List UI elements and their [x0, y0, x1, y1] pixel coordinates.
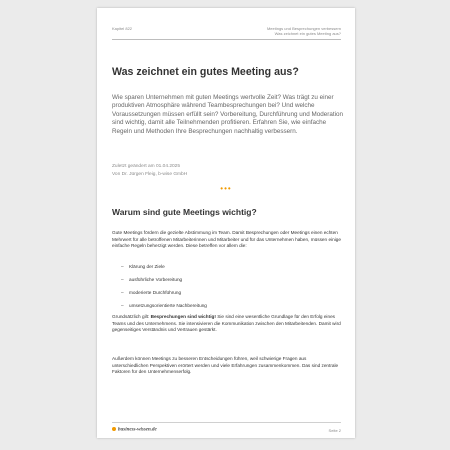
- article-title: Was zeichnet ein gutes Meeting aus?: [112, 66, 299, 78]
- running-header-subsection: Was zeichnet ein gutes Meeting aus?: [274, 31, 341, 36]
- rules-list: [121, 264, 207, 316]
- document-page: [97, 8, 355, 438]
- list-item-text: ausführliche Vorbereitung: [129, 277, 183, 282]
- principle-emphasis: Besprechungen sind wichtig!: [150, 314, 216, 319]
- list-item-text: Klärung der Ziele: [129, 264, 165, 269]
- list-item-text: moderierte Durchführung: [129, 290, 182, 295]
- section-separator-dots: •••: [220, 184, 232, 193]
- brand-logo: [112, 427, 157, 433]
- list-marker: –: [121, 264, 124, 269]
- article-meta: [112, 163, 187, 179]
- paragraph-principle: [112, 314, 344, 334]
- running-header-section: Meetings und Besprechungen verbessern: [266, 26, 341, 31]
- chapter-label: Kapitel 822: [112, 26, 133, 31]
- list-marker: –: [121, 290, 124, 295]
- list-marker: –: [121, 303, 124, 308]
- list-item: [121, 290, 207, 297]
- logo-text: business-wissen.de: [118, 427, 157, 433]
- article-intro: Wie sparen Unternehmen mit guten Meetings wertvolle Zeit? Was trägt zu einer produktiven Atmosphäre während Teambesprechungen bei? Und welche Voraussetzungen müssen erfüllt sein? Vorbereitung, Durchführung und Moderation sind wichtig, damit alle Teilnehmenden profitieren. Erfahren Sie, wie einfache Regeln und Methoden Ihre Besprechungen nachhaltig verbessern.: [112, 94, 344, 135]
- principle-prefix: Grundsätzlich gilt:: [112, 314, 151, 319]
- page-number: Seite 2: [328, 428, 341, 433]
- principle-text: Sie sind eine wesentliche Grundlage für den Erfolg eines Teams und des Unternehmens. Sie intensivieren die Kommunikation zwischen den Mitarbeitenden. Damit wird gegenseitiges Verständnis und Vertrauen gestärkt.: [112, 314, 341, 332]
- header-divider: [112, 39, 341, 40]
- paragraph-intro: Gute Meetings fördern die gezielte Abstimmung im Team. Damit Besprechungen oder Meetings einen echten Mehrwert für alle betroffenen Mitarbeiterinnen und Mitarbeiter und für das Unternehmen haben, müssen einige einfache Regeln beherzigt werden. Diese betreffen vor allem die:: [112, 230, 341, 248]
- list-item: [121, 264, 207, 271]
- list-item: [121, 303, 207, 310]
- section-heading: Warum sind gute Meetings wichtig?: [112, 207, 257, 217]
- author-line: Von Dr. Jürgen Fleig, b-wise GmbH: [112, 172, 188, 177]
- list-marker: –: [121, 277, 124, 282]
- updated-date: Zuletzt geändert am 01.04.2025: [112, 164, 181, 169]
- list-item-text: umsetzungsorientierte Nachbereitung: [129, 303, 207, 308]
- running-header: [267, 26, 341, 36]
- list-item: [121, 277, 207, 284]
- footer-divider: [112, 422, 341, 423]
- logo-dot-icon: [112, 427, 116, 431]
- paragraph-decisions: Außerdem können Meetings zu besseren Entscheidungen führen, weil schwierige Fragen aus unterschiedlichen Perspektiven erörtert werden und viele Erfahrungen zusammenkommen. Das sind zentrale Faktoren für den Unternehmenserfolg.: [112, 356, 339, 374]
